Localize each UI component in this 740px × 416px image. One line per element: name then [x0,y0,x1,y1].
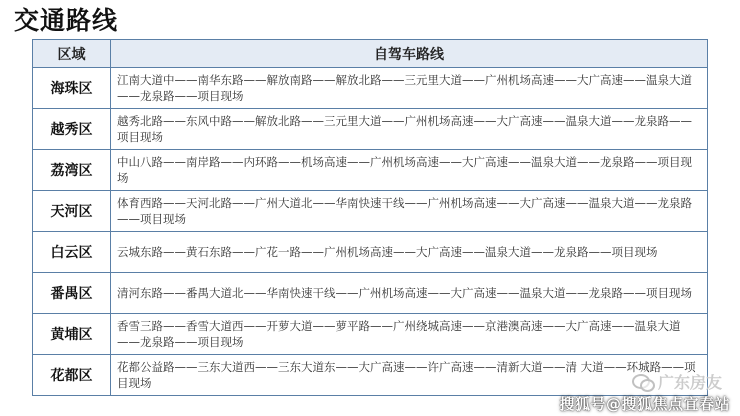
route-text: 云城东路——黄石东路——广花一路——广州机场高速——大广高速——温泉大道——龙泉路——项目现场 [111,232,708,273]
table-row [33,355,708,396]
route-text: 中山八路——南岸路——内环路——机场高速——广州机场高速——大广高速——温泉大道——龙泉路——项目现场 [111,150,708,191]
table-row [33,273,708,314]
table-row [33,109,708,150]
route-text: 江南大道中——南华东路——解放南路——解放北路——三元里大道——广州机场高速——大广高速——温泉大道——龙泉路——项目现场 [111,68,708,109]
table-row [33,232,708,273]
district-name: 海珠区 [33,68,111,109]
table-row [33,191,708,232]
header-route: 自驾车路线 [111,40,708,68]
route-text: 越秀北路——东风中路——解放北路——三元里大道——广州机场高速——大广高速——温泉大道——龙泉路——项目现场 [111,109,708,150]
district-name: 黄埔区 [33,314,111,355]
route-text: 体育西路——天河北路——广州大道北——华南快速干线——广州机场高速——大广高速——温泉大道——龙泉路——项目现场 [111,191,708,232]
wechat-icon [632,374,654,390]
district-name: 番禺区 [33,273,111,314]
brand-watermark-text: 广东房友 [657,373,722,392]
district-name: 花都区 [33,355,111,396]
route-text: 香雪三路——香雪大道西——开萝大道——萝平路——广州绕城高速——京港澳高速——大广高速——温泉大道——龙泉路——项目现场 [111,314,708,355]
route-table [32,39,708,396]
header-district: 区域 [33,40,111,68]
table-row [33,150,708,191]
table-row [33,314,708,355]
district-name: 白云区 [33,232,111,273]
district-name: 天河区 [33,191,111,232]
district-name: 荔湾区 [33,150,111,191]
route-text: 花都公益路——三东大道西——三东大道东——大广高速——许广高速——清新大道——清 大道——环城路——项目现场 [111,355,708,396]
table-row [33,68,708,109]
page-title: 交通路线 [14,6,119,35]
brand-watermark [632,370,722,393]
route-text: 清河东路——番禺大道北——华南快速干线——广州机场高速——大广高速——温泉大道——龙泉路——项目现场 [111,273,708,314]
table-header-row [33,40,708,68]
sohu-watermark: 搜狐号@搜狐焦点宜春站 [559,395,730,413]
district-name: 越秀区 [33,109,111,150]
